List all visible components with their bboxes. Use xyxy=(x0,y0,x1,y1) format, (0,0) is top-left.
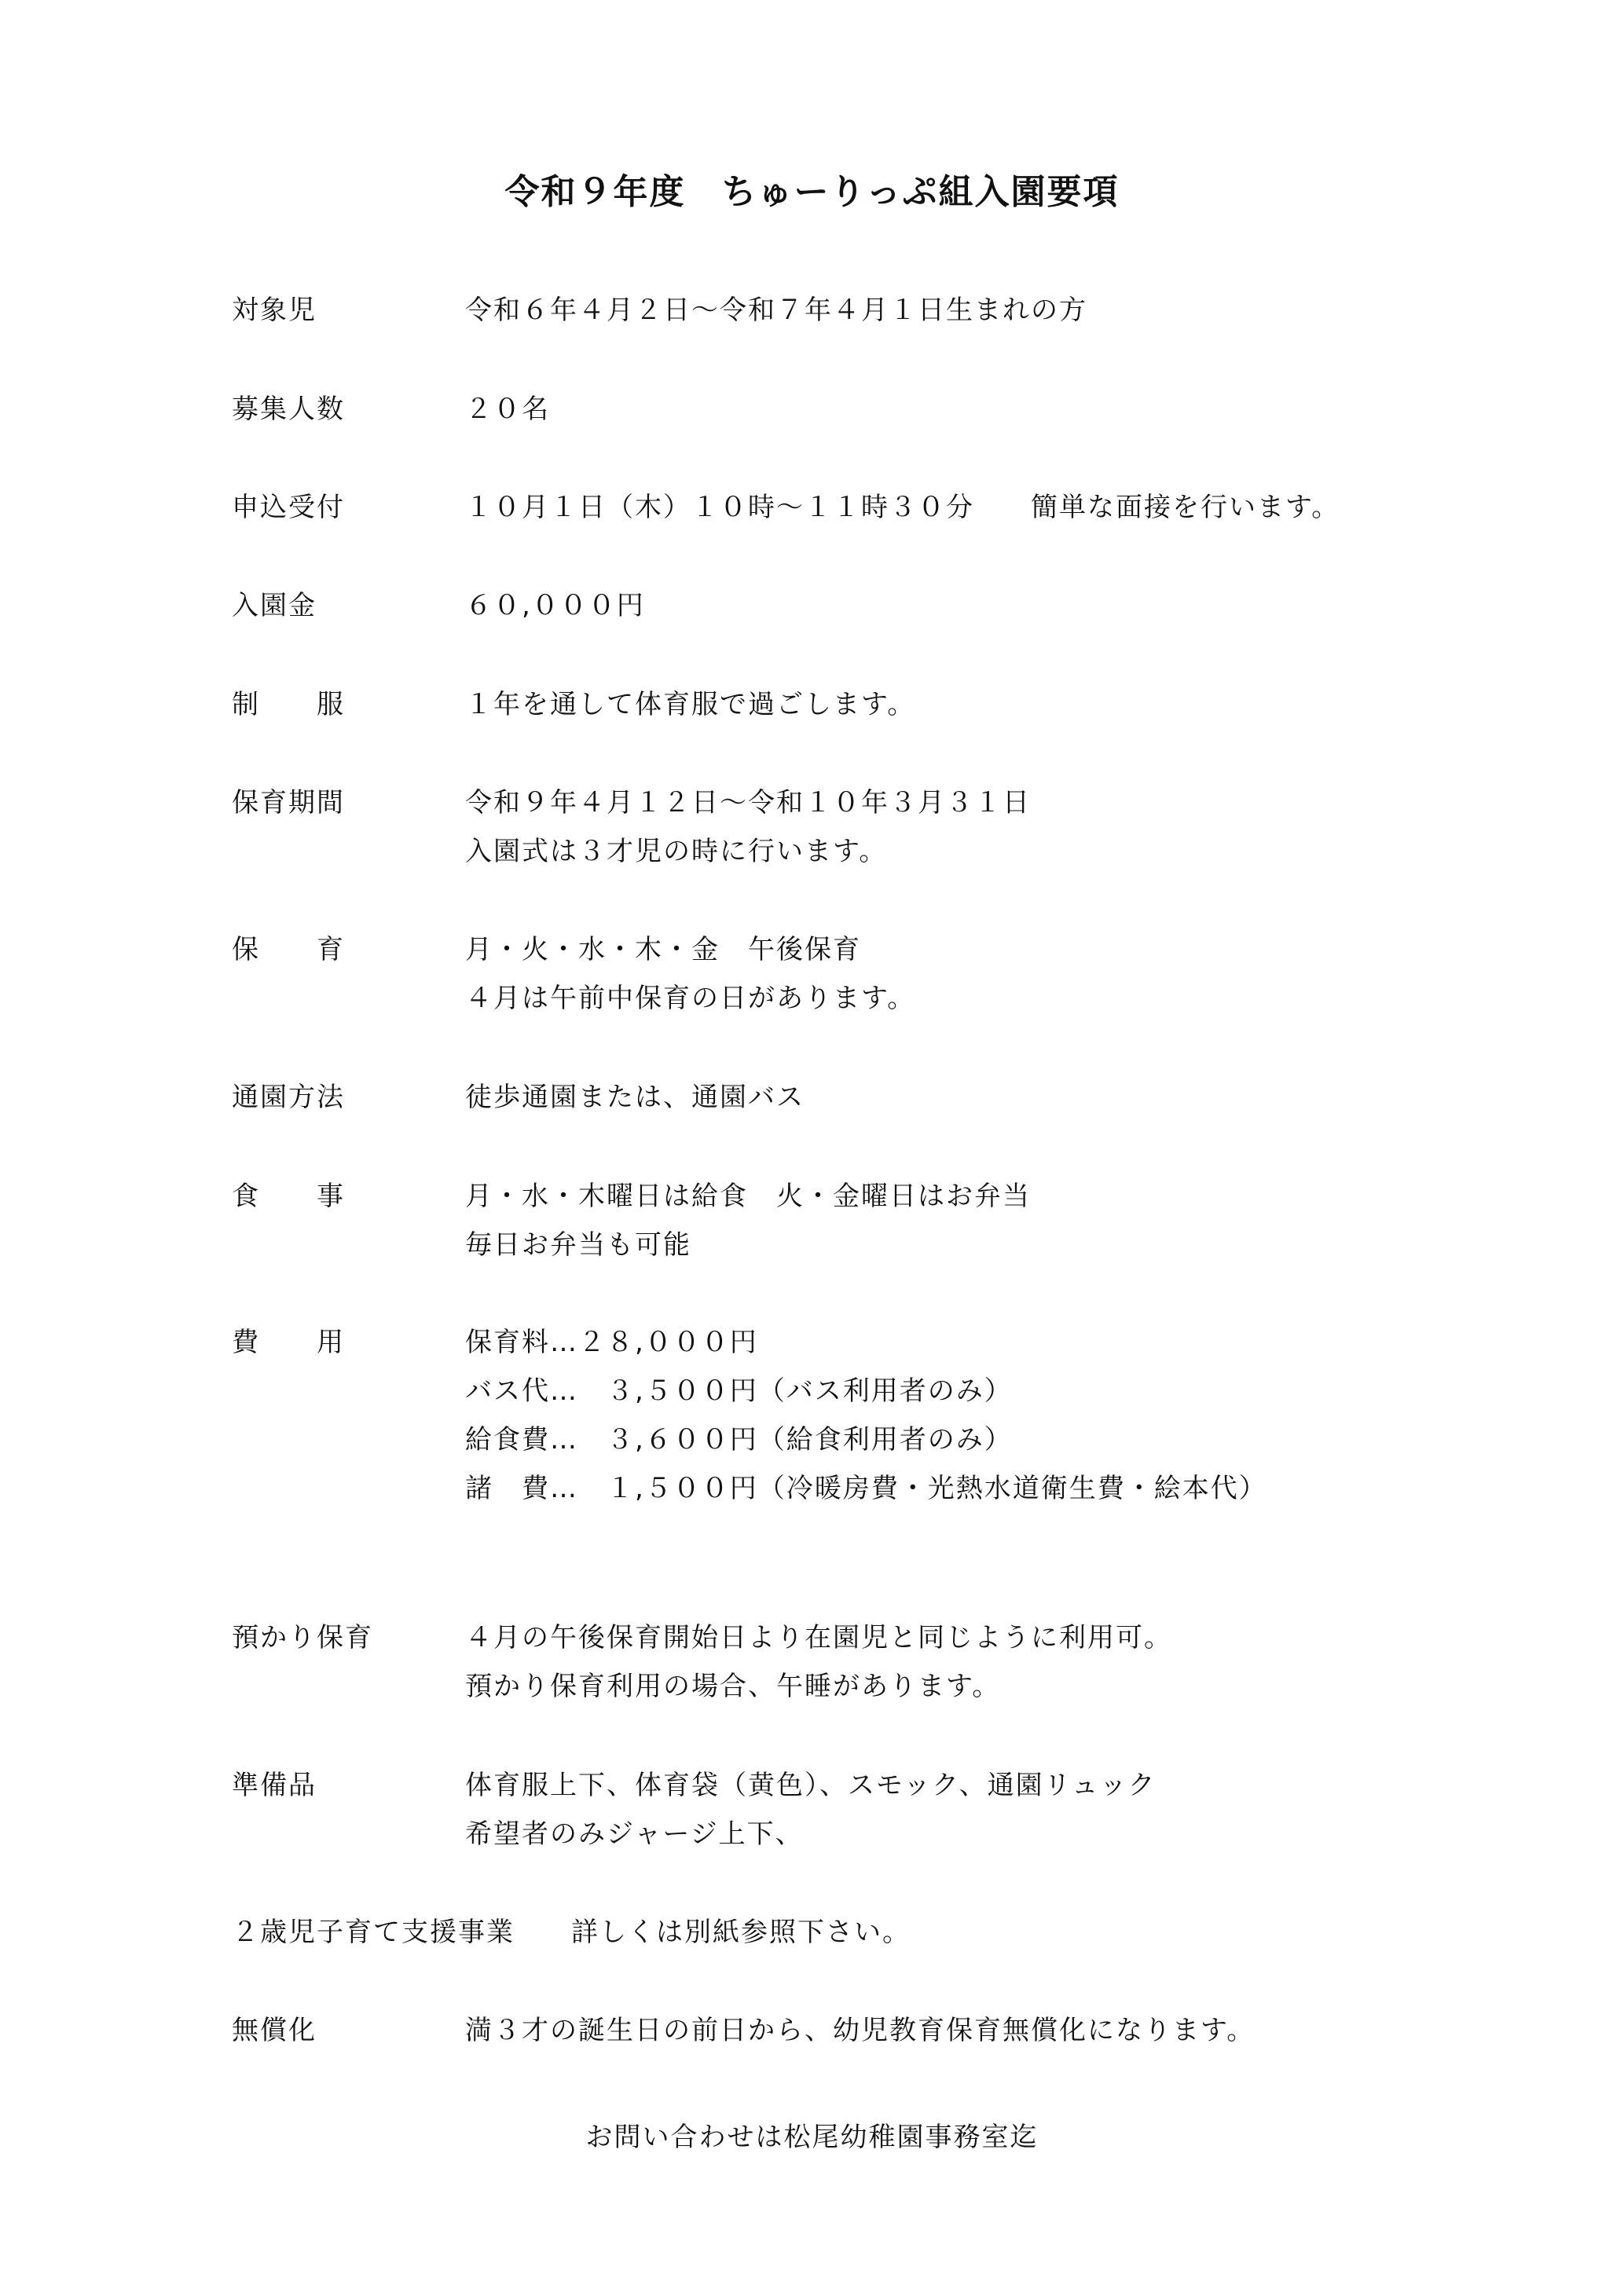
row-line: 月・火・水・木・金 午後保育 xyxy=(465,934,861,965)
row-label: 保育期間 xyxy=(232,787,345,818)
row-line: １０月１日（木）１０時～１１時３０分 簡単な面接を行います。 xyxy=(465,492,1340,523)
row-label: 食 事 xyxy=(232,1181,345,1212)
row-line: 月・水・木曜日は給食 火・金曜日はお弁当 xyxy=(465,1181,1031,1212)
row-content xyxy=(465,385,550,434)
row-label: 準備品 xyxy=(232,1770,317,1801)
row-line: ４月の午後保育開始日より在園児と同じように利用可。 xyxy=(465,1622,1172,1653)
row-content xyxy=(465,1613,1172,1711)
row-content xyxy=(465,925,915,1023)
row-line: ４月は午前中保育の日があります。 xyxy=(465,983,916,1014)
contact-footer: お問い合わせは松尾幼稚園事務室迄 xyxy=(585,2122,1039,2153)
row-line: ６０,０００円 xyxy=(465,590,645,621)
row-line: ２０名 xyxy=(465,394,550,425)
row-content xyxy=(465,2006,1255,2055)
page-title: 令和９年度 ちゅーりっぷ組入園要項 xyxy=(504,172,1120,212)
row-line: 令和９年４月１２日～令和１０年３月３１日 xyxy=(465,787,1031,818)
row-line: 希望者のみジャージ上下、 xyxy=(465,1818,804,1850)
row-content xyxy=(465,1318,1267,1513)
row-label: 費 用 xyxy=(232,1327,345,1358)
row-label: 対象児 xyxy=(232,295,317,326)
row-line: バス代… ３,５００円（バス利用者のみ） xyxy=(465,1375,1013,1407)
row-content xyxy=(465,483,1340,532)
row-label: 無償化 xyxy=(232,2015,317,2046)
row-label: 募集人数 xyxy=(232,394,345,425)
row-content xyxy=(465,778,1031,876)
row-label: 通園方法 xyxy=(232,1082,345,1113)
row-content xyxy=(465,680,915,729)
row-line: １年を通して体育服で過ごします。 xyxy=(465,689,916,720)
row-content xyxy=(465,1761,1157,1858)
row-content xyxy=(465,581,645,630)
row-line: 満３才の誕生日の前日から、幼児教育保育無償化になります。 xyxy=(465,2015,1256,2046)
row-line: 毎日お弁当も可能 xyxy=(465,1229,691,1261)
row-line: 徒歩通園または、通園バス xyxy=(465,1082,805,1113)
row-line: 体育服上下、体育袋（黄色）、スモック、通園リュック xyxy=(465,1770,1157,1801)
row-content xyxy=(465,1073,805,1122)
row-content xyxy=(465,286,1087,335)
row-line: 諸 費… １,５００円（冷暖房費・光熱水道衛生費・絵本代） xyxy=(465,1473,1267,1504)
support-program-note: ２歳児子育て支援事業 詳しくは別紙参照下さい。 xyxy=(232,1917,911,1948)
row-label: 制 服 xyxy=(232,689,345,720)
row-content xyxy=(465,1172,1031,1269)
row-line: 入園式は３才児の時に行います。 xyxy=(465,836,888,867)
row-label: 保 育 xyxy=(232,934,345,965)
row-line: 給食費… ３,６００円（給食利用者のみ） xyxy=(465,1424,1013,1456)
row-label: 預かり保育 xyxy=(232,1622,373,1653)
row-label: 入園金 xyxy=(232,590,317,621)
row-line: 預かり保育利用の場合、午睡があります。 xyxy=(465,1671,1001,1702)
row-line: 令和６年４月２日～令和７年４月１日生まれの方 xyxy=(465,295,1087,326)
row-label: 申込受付 xyxy=(232,492,345,523)
row-line: 保育料…２８,０００円 xyxy=(465,1327,758,1358)
